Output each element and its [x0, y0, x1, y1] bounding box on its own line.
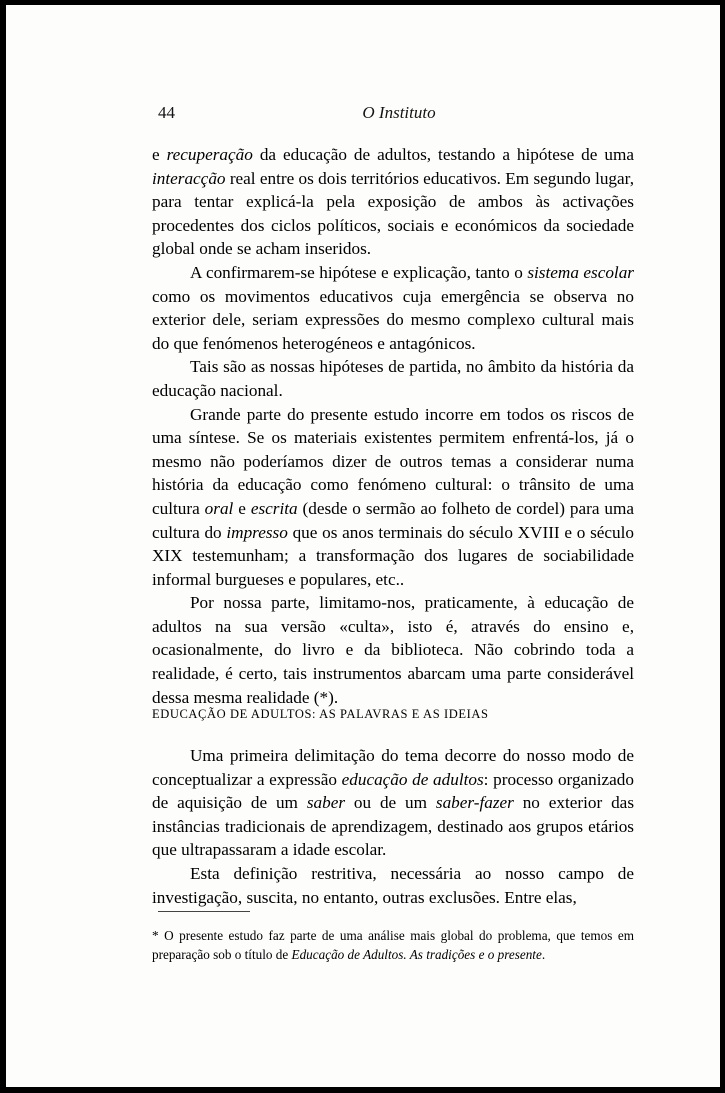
- paragraph: [152, 403, 634, 592]
- text-run: * O presente estudo faz parte de uma análise mais global do problema, que temos em preparação sob o título de: [152, 928, 634, 962]
- paragraph: [152, 261, 634, 355]
- running-title: O Instituto: [362, 103, 436, 122]
- text-run: sistema escolar: [527, 262, 634, 282]
- section-text: [152, 744, 634, 909]
- text-run: e: [152, 145, 167, 164]
- text-run: saber: [306, 793, 346, 813]
- paragraph: [152, 355, 634, 402]
- text-run: impresso: [226, 522, 288, 542]
- text-run: real entre os dois territórios educativos. Em segundo lugar, para tentar explicá-la pela exposição de ambos às activações procedentes dos ciclos políticos, sociais e económicos da sociedade global onde se acham inseridos.: [152, 168, 634, 259]
- text-run: Esta definição restritiva, necessária ao nosso campo de investigação, suscita, no entanto, outras exclusões. Entre elas,: [152, 863, 634, 907]
- text-run: .: [541, 947, 546, 962]
- text-run: educação de adultos: [341, 769, 484, 789]
- text-run: Educação de Adultos. As tradições e o presente: [291, 947, 542, 962]
- text-run: no exterior das instâncias tradicionais de aprendizagem, destinado aos grupos etários que ultrapassaram a idade escolar.: [152, 793, 635, 860]
- paragraph: [152, 591, 634, 709]
- paragraph: [152, 143, 634, 261]
- text-run: saber-fazer: [435, 793, 514, 813]
- page-number: 44: [158, 103, 175, 122]
- text-run: da educação de adultos, testando a hipótese de uma: [252, 145, 634, 164]
- main-text: [152, 143, 634, 709]
- section-heading: EDUCAÇÃO DE ADULTOS: AS PALAVRAS E AS IDEIAS: [152, 707, 489, 721]
- paragraph: [152, 744, 634, 862]
- text-run: recuperação: [166, 145, 253, 164]
- text-run: e: [233, 498, 251, 518]
- text-run: Por nossa parte, limitamo-nos, praticamente, à educação de adultos na sua versão «culta», isto é, através do ensino e, ocasionalmente, do livro e da biblioteca. Não cobrindo toda a realidade, é certo, tais instrumentos abarcam uma parte considerável dessa mesma realidade (*).: [152, 593, 634, 707]
- text-run: Tais são as nossas hipóteses de partida, no âmbito da história da educação nacional.: [152, 357, 634, 400]
- text-run: ou de um: [345, 793, 436, 813]
- text-run: que os anos terminais do século XVIII e o século XIX testemunham; a transformação dos lugares de sociabilidade informal burgueses e populares, etc..: [152, 522, 634, 589]
- text-run: oral: [204, 498, 234, 518]
- footnote: [152, 926, 634, 964]
- text-run: Grande parte do presente estudo incorre em todos os riscos de uma síntese. Se os materiais existentes permitem enfrentá-los, já o mesmo não poderíamos dizer de outros temas a considerar numa história da educação como fenómeno cultural: o trânsito de uma cultura: [152, 404, 634, 518]
- page-header: [158, 103, 640, 125]
- text-run: interacção: [152, 168, 226, 188]
- text-run: Uma primeira delimitação do tema decorre do nosso modo de conceptualizar a expressão: [152, 746, 634, 789]
- text-run: escrita: [250, 498, 298, 518]
- footnote-rule: [158, 911, 250, 912]
- text-run: (desde o sermão ao folheto de cordel) para uma cultura do: [152, 498, 634, 542]
- text-run: : processo organizado de aquisição de um: [152, 769, 634, 813]
- text-run: como os movimentos educativos cuja emergência se observa no exterior dele, seriam expressões do mesmo complexo cultural mais do que fenómenos heterogéneos e antagónicos.: [152, 286, 634, 353]
- paragraph: [152, 862, 634, 909]
- text-run: A confirmarem-se hipótese e explicação, tanto o: [190, 262, 528, 282]
